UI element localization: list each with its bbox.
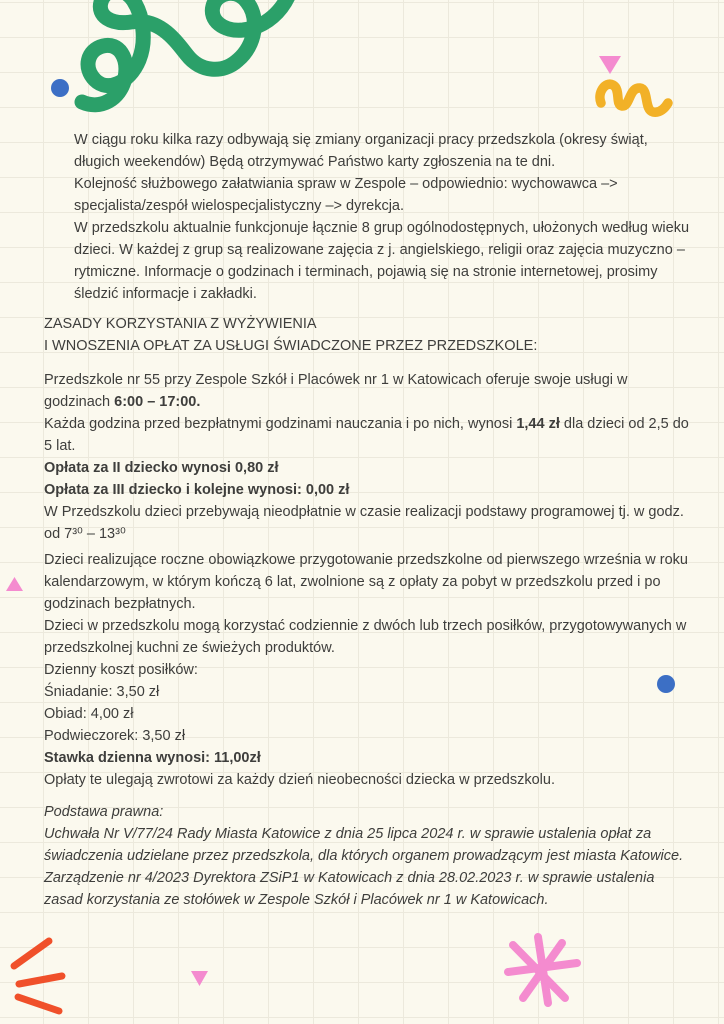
legal-basis-item-directive: Zarządzenie nr 4/2023 Dyrektora ZSiP1 w Katowicach z dnia 28.02.2023 r. w sprawie ustalenia zasad korzystania ze stołówek w Zespole Szkół i Placówek nr 1 w Katowicach. [44,870,655,908]
section-heading-line-1: ZASADY KORZYSTANIA Z WYŻYWIENIA [44,316,317,332]
hourly-rate-text-2: dla dzieci od 2,5 do 5 lat. [44,416,689,454]
hourly-rate-text: Każda godzina przed bezpłatnymi godzinami nauczania i po nich, wynosi [44,416,517,432]
section-heading-line-2: I WNOSZENIA OPŁAT ZA USŁUGI ŚWIADCZONE PRZEZ PRZEDSZKOLE: [44,338,538,354]
fees-opening-hours-paragraph [44,369,692,413]
refund-paragraph: Opłaty te ulegają zwrotowi za każdy dzień nieobecności dziecka w przedszkolu. [44,772,555,788]
blue-dot-top-left [51,79,69,97]
pink-triangle-left [6,577,23,591]
exemption-paragraph: Dzieci realizujące roczne obowiązkowe przygotowanie przedszkolne od pierwszego września w roku kalendarzowym, w którym kończą 6 lat, zwolnione są z opłaty za pobyt w przedszkolu przed i po godzinach bezpłatnych. [44,552,688,612]
second-child-fee-line: Opłata za II dziecko wynosi 0,80 zł [44,460,279,476]
meals-section [44,549,692,791]
fees-intro-text: Przedszkole nr 55 przy Zespole Szkół i Placówek nr 1 w Katowicach oferuje swoje usługi w godzinach [44,372,628,410]
orange-lines-doodle [8,935,70,1017]
legal-basis-header: Podstawa prawna: [44,804,164,820]
pink-triangle-top-right [599,56,621,74]
meal-cost-header: Dzienny koszt posiłków: [44,662,198,678]
legal-basis-item-resolution: Uchwała Nr V/77/24 Rady Miasta Katowice z dnia 25 lipca 2024 r. w sprawie ustalenia opłat za świadczenia udzielane przez przedszkola, dla których organem prowadzącym jest miasta Katowice. [44,826,684,864]
pink-triangle-bottom [191,971,208,986]
meal-price-lunch: Obiad: 4,00 zł [44,706,134,722]
catering-paragraph: Dzieci w przedszkolu mogą korzystać codziennie z dwóch lub trzech posiłków, przygotowywanych w przedszkolnej kuchni ze świeżych produktów. [44,618,687,656]
meal-price-breakfast: Śniadanie: 3,50 zł [44,684,160,700]
meal-price-snack: Podwieczorek: 3,50 zł [44,728,186,744]
fees-section [44,369,692,545]
section-heading [44,313,692,357]
bullet-item-escalation-order: Kolejność służbowego załatwiania spraw w Zespole – odpowiednio: wychowawca –> specjalista/zespół wielospecjalistyczny –> dyrekcja. [74,176,618,214]
free-hours-paragraph: W Przedszkolu dzieci przebywają nieodpłatnie w czasie realizacji podstawy programowej tj. w godz. od 7³⁰ – 13³⁰ [44,504,684,542]
third-child-fee-line: Opłata za III dziecko i kolejne wynosi: 0,00 zł [44,482,350,498]
yellow-squiggle-doodle [595,75,675,120]
rules-bullet-list [44,129,692,305]
daily-rate-line: Stawka dzienna wynosi: 11,00zł [44,750,261,766]
document-body [44,129,692,911]
opening-hours-value: 6:00 – 17:00. [114,394,201,410]
bullet-item-groups-info: W przedszkolu aktualnie funkcjonuje łącznie 8 grup ogólnodostępnych, ułożonych według wieku dzieci. W każdej z grup są realizowane zajęcia z j. angielskiego, religii oraz zajęcia muzyczno – rytmiczne. Informacje o godzinach i terminach, pojawią się na stronie internetowej, prosimy śledzić informacje i zakładki. [74,220,690,302]
green-squiggle-doodle [55,0,315,120]
hourly-rate-value: 1,44 zł [516,416,560,432]
bullet-item-schedule-changes: W ciągu roku kilka razy odbywają się zmiany organizacji pracy przedszkola (okresy świąt, długich weekendów) Będą otrzymywać Państwo karty zgłoszenia na te dni. [74,132,648,170]
fees-hourly-rate-paragraph [44,413,692,457]
legal-basis-section [44,801,692,911]
pink-starburst-doodle [503,932,583,1008]
